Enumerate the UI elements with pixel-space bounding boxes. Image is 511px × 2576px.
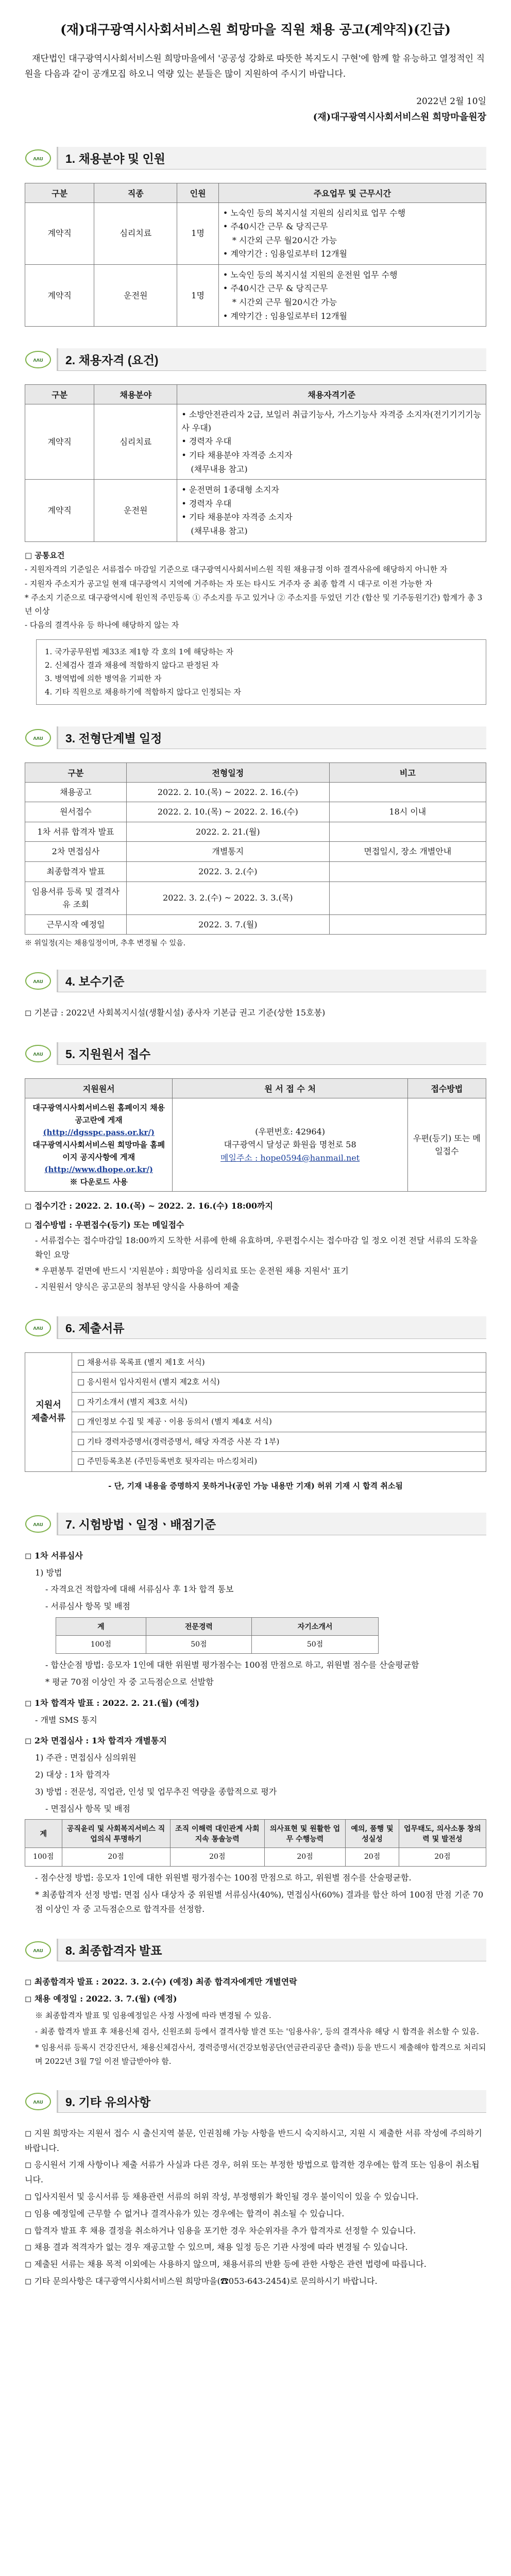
table-row [25, 782, 486, 802]
col-job: 직종 [94, 183, 177, 202]
col-date: 전형일정 [126, 762, 329, 782]
logo-icon [25, 2092, 52, 2111]
cell-req [177, 404, 486, 480]
common-head: □ 공통요건 [25, 550, 65, 560]
section-2-header [25, 348, 486, 371]
form-source-line: 대구광역시사회서비스원 홈페이지 채용공고란에 게재 [32, 1103, 165, 1125]
table-row [25, 202, 486, 264]
section-3-title: 3. 전형단계별 일정 [57, 726, 486, 749]
cell-date: 2022. 3. 7.(월) [126, 914, 329, 935]
cell-req [177, 480, 486, 541]
logo-icon [25, 148, 52, 168]
cell-note [329, 914, 486, 935]
section-6-title: 6. 제출서류 [57, 1316, 486, 1339]
table-row [25, 1452, 486, 1472]
score-header: 계 [56, 1617, 146, 1635]
section-5-title: 5. 지원원서 접수 [57, 1042, 486, 1065]
cell-step: 최종합격자 발표 [25, 861, 127, 882]
section-7-title: 7. 시험방법ㆍ일정ㆍ배점기준 [57, 1513, 486, 1535]
cell-step: 채용공고 [25, 782, 127, 802]
final-line: ◻ 최종합격자 발표 : 2022. 3. 2.(수) (예정) 최종 합격자에게만 개별연락 [25, 1977, 297, 1987]
final-line: ※ 최종합격자 발표 및 임용예정일은 사정 사정에 따라 변경될 수 있음. [35, 2010, 271, 2020]
col-req: 채용자격기준 [177, 385, 486, 404]
exam-line: 3) 방법 : 전문성, 직업관, 인성 및 업무추진 역량을 종합적으로 평가 [35, 1786, 277, 1797]
salary-text: ◻ 기본급 : 2022년 사회복지시설(생활시설) 종사자 기본급 권고 기준(상한 15호봉) [25, 1008, 326, 1018]
cell-job: 운전원 [94, 480, 177, 541]
section-9-title: 9. 기타 유의사항 [57, 2090, 486, 2113]
exam-line: - 합산순점 방법: 응모자 1인에 대한 위원별 평가점수는 100점 만점으로 하고, 위원별 점수를 산술평균함 [45, 1660, 419, 1670]
table-row [25, 1392, 486, 1412]
table-row [25, 1352, 486, 1372]
duty-line: • 주40시간 근무 & 당직근무 [223, 222, 328, 232]
logo-icon [25, 728, 52, 748]
cell-count: 1명 [177, 264, 219, 326]
table-row [25, 1848, 486, 1866]
exam-line: - 서류심사 항목 및 배점 [45, 1601, 130, 1612]
svg-text:ʌʌʊ: ʌʌʊ [33, 1051, 43, 1058]
schedule-table [25, 762, 486, 935]
duty-line: • 노숙인 등의 복지시설 지원의 심리치료 업무 수행 [223, 208, 406, 218]
table-row [25, 861, 486, 882]
box-line: 1. 국가공무원법 제33조 제1항 각 호의 1에 해당하는 자 [45, 647, 233, 656]
cell-date: 2022. 2. 21.(월) [126, 822, 329, 842]
application-table [25, 1078, 486, 1192]
cell-note [329, 822, 486, 842]
document-item: □ 개인정보 수집 및 제공ㆍ이용 동의서 (별지 제4호 서식) [72, 1412, 486, 1432]
col-count: 인원 [177, 183, 219, 202]
exam-heading: ◻ 1차 합격자 발표 : 2022. 2. 21.(월) (예정) [25, 1698, 199, 1708]
cell-step: 1차 서류 합격자 발표 [25, 822, 127, 842]
table-row [25, 882, 486, 914]
disqualification-box [36, 639, 486, 705]
duty-line: • 계약기간 : 임용일로부터 12개월 [223, 311, 347, 321]
cell-date: 2022. 3. 2.(수) ~ 2022. 3. 3.(목) [126, 882, 329, 914]
final-line: ◻ 채용 예정일 : 2022. 3. 7.(월) (예정) [25, 1994, 177, 2004]
svg-text:ʌʌʊ: ʌʌʊ [33, 978, 43, 985]
cell-date: 2022. 2. 10.(목) ~ 2022. 2. 16.(수) [126, 782, 329, 802]
cell-step: 2차 면접심사 [25, 842, 127, 862]
note-line: ◻ 접수기간 : 2022. 2. 10.(목) ~ 2022. 2. 16.(수) 18:00까지 [25, 1201, 273, 1211]
svg-text:ʌʌʊ: ʌʌʊ [33, 735, 43, 741]
logo-icon [25, 1940, 52, 1960]
note-line: - 지원원서 양식은 공고문의 첨부된 양식을 사용하여 제출 [35, 1281, 240, 1292]
section-7-header [25, 1513, 486, 1535]
section-8-header [25, 1939, 486, 1961]
table-row [25, 1412, 486, 1432]
document-item: □ 자기소개서 (별지 제3호 서식) [72, 1392, 486, 1412]
exam-line: * 평균 70점 이상인 자 중 고득점순으로 선발함 [45, 1677, 214, 1687]
score-header: 조직 이해력 대인관계 사회지속 통솔능력 [170, 1820, 264, 1848]
exam-line: - 면접심사 항목 및 배점 [45, 1803, 130, 1814]
score-header: 의사표현 및 원활한 업무 수행능력 [265, 1820, 346, 1848]
section-2-title: 2. 채용자격 (요건) [57, 348, 486, 371]
other-line: ◻ 기타 문의사항은 대구광역시사회서비스원 희망마을(☎053-643-2454)로 문의하시기 바랍니다. [25, 2276, 378, 2286]
final-line: * 임용서류 등록시 건강진단서, 채용신체검사서, 경력증명서(건강보험공단(연금관리공단 출력)) 등을 반드시 제출해야 합격으로 처리되며 2022년 3월 7일 이전 발급받아야 함. [35, 2042, 486, 2066]
other-line: ◻ 응시원서 기재 사항이나 제출 서류가 사실과 다른 경우, 허위 또는 부정한 방법으로 합격한 경우에는 합격 또는 임용이 취소됩니다. [25, 2160, 480, 2185]
final-announcement [25, 1975, 486, 2069]
section-1-title: 1. 채용분야 및 인원 [57, 147, 486, 170]
req-line: • 경력자 우대 [181, 498, 232, 509]
cell-note [329, 861, 486, 882]
other-line: ◻ 임용 예정일에 근무할 수 없거나 결격사유가 있는 경우에는 합격이 취소될 수 있습니다. [25, 2208, 345, 2218]
table-row [25, 1432, 486, 1452]
score-cell: 50점 [251, 1635, 378, 1653]
documents-table [25, 1352, 486, 1472]
exam-line: - 점수산정 방법: 응모자 1인에 대한 위원별 평가점수는 100점 만점으로 하고, 위원별 점수를 산술평균함. [35, 1872, 412, 1883]
req-line: • 기타 채용분야 자격증 소지자 [181, 512, 293, 522]
cell-step: 근무시작 예정일 [25, 914, 127, 935]
final-line: - 최종 합격자 발표 후 채용신체 검사, 신원조회 등에서 결격사항 발견 또는 '임용사유', 등의 결격사유 해당 시 합격을 취소할 수 있음. [35, 2026, 479, 2036]
section-1-header [25, 147, 486, 170]
cell-count: 1명 [177, 202, 219, 264]
duty-line: * 시간외 근무 월20시간 가능 [232, 297, 337, 308]
col-duty: 주요업무 및 근무시간 [218, 183, 486, 202]
cell-duties [218, 264, 486, 326]
cell-note: 18시 이내 [329, 802, 486, 822]
cell-type: 계약직 [25, 264, 94, 326]
table-row [25, 802, 486, 822]
documents-warning: - 단, 기재 내용을 증명하지 못하거나(공인 가능 내용만 기재) 허위 기재 시 합격 취소됨 [108, 1481, 403, 1490]
col-type: 구분 [25, 183, 94, 202]
cell-address [173, 1098, 407, 1192]
cell-note [329, 882, 486, 914]
other-line: ◻ 지원 희망자는 지원서 접수 시 출신지역 불문, 인권침해 가능 사항을 반드시 숙지하시고, 지원 시 제출한 서류 작성에 주의하기 바랍니다. [25, 2128, 482, 2153]
table-row [25, 1098, 486, 1192]
cell-date: 개별통지 [126, 842, 329, 862]
email-link[interactable]: 메일주소 : hope0594@hanmail.net [220, 1153, 360, 1163]
cell-type: 계약직 [25, 202, 94, 264]
svg-text:ʌʌʊ: ʌʌʊ [33, 155, 43, 162]
col-job: 채용분야 [94, 385, 177, 404]
score-header: 자기소개서 [251, 1617, 378, 1635]
exam-heading: ◻ 2차 면접심사 : 1차 합격자 개별통지 [25, 1736, 167, 1746]
form-source-line: 대구광역시사회서비스원 희망마을 홈페이지 공지사항에 게재 [32, 1140, 165, 1162]
svg-text:ʌʌʊ: ʌʌʊ [33, 2098, 43, 2105]
req-line: • 운전면허 1종대형 소지자 [181, 485, 279, 495]
col-form: 지원원서 [25, 1079, 173, 1098]
note-line: - 서류접수는 접수마감일 18:00까지 도착한 서류에 한해 유효하며, 우편접수시는 접수마감 일 정오 이전 전달 서류의 도착을 확인 요망 [35, 1235, 478, 1260]
col-note: 비고 [329, 762, 486, 782]
cell-type: 계약직 [25, 480, 94, 541]
address-line: 대구광역시 달성군 화원읍 명천로 58 [224, 1140, 356, 1150]
score-header: 업무태도, 의사소통 창의력 및 발전성 [399, 1820, 486, 1848]
svg-text:ʌʌʊ: ʌʌʊ [33, 1521, 43, 1528]
score-cell: 20점 [62, 1848, 170, 1866]
cell-job: 운전원 [94, 264, 177, 326]
cell-note [329, 782, 486, 802]
col-step: 구분 [25, 762, 127, 782]
cell-date: 2022. 2. 10.(목) ~ 2022. 2. 16.(수) [126, 802, 329, 822]
postal-code: (우편번호: 42964) [255, 1126, 325, 1137]
score-cell: 20점 [170, 1848, 264, 1866]
col-type: 구분 [25, 385, 94, 404]
score-header: 계 [25, 1820, 62, 1848]
common-line: - 다음의 결격사유 등 하나에 해당하지 않는 자 [25, 620, 179, 630]
section-3-header [25, 726, 486, 749]
cell-form-source [25, 1098, 173, 1192]
document-item: □ 채용서류 목록표 (별지 제1호 서식) [72, 1352, 486, 1372]
recruit-table [25, 183, 486, 327]
table-row [25, 404, 486, 480]
req-line: (채무내용 참고) [191, 526, 248, 536]
table-row [25, 822, 486, 842]
section-4-header [25, 970, 486, 992]
other-line: ◻ 합격자 발표 후 채용 결정을 취소하거나 임용을 포기한 경우 차순위자를 추가 합격자로 선정할 수 있습니다. [25, 2225, 416, 2235]
score-cell: 20점 [399, 1848, 486, 1866]
table-row [25, 842, 486, 862]
svg-text:ʌʌʊ: ʌʌʊ [33, 1325, 43, 1331]
document-score-table [56, 1617, 379, 1654]
logo-icon [25, 971, 52, 991]
cell-date: 2022. 3. 2.(수) [126, 861, 329, 882]
cell-duties [218, 202, 486, 264]
exam-line: 1) 주관 : 면접심사 심의위원 [35, 1753, 137, 1763]
score-header: 전문경력 [146, 1617, 251, 1635]
form-source-line: ※ 다운로드 사용 [70, 1177, 128, 1187]
application-notes [25, 1199, 486, 1295]
req-line: (채무내용 참고) [191, 464, 248, 474]
exam-line: 1) 방법 [35, 1567, 62, 1578]
common-line: * 주소지 기준으로 대구광역시에 원인적 주민등록 ① 주소지를 두고 있거나 ② 주소지를 두었던 기간 (합산 및 기주동원기간) 합계가 총 3년 이상 [25, 593, 483, 616]
note-line: * 우편봉투 겉면에 반드시 '지원분야 : 희망마을 심리치료 또는 운전원 채용 지원서' 표기 [35, 1266, 349, 1276]
section-5-header [25, 1042, 486, 1065]
document-item: □ 기타 경력자증명서(경력증명서, 해당 자격증 사본 각 1부) [72, 1432, 486, 1452]
notice-date: 2022년 2월 10일 [416, 96, 486, 107]
table-row [25, 914, 486, 935]
table-row [25, 1372, 486, 1393]
logo-icon [25, 1318, 52, 1337]
score-cell: 100점 [56, 1635, 146, 1653]
schedule-note: ※ 위일정(지는 채용일정이며, 추후 변경될 수 있음. [25, 939, 186, 948]
section-6-header [25, 1316, 486, 1339]
intro-paragraph: 재단법인 대구광역시사회서비스원 희망마을에서 '공공성 강화로 따뜻한 복지도시 구현'에 함께 할 유능하고 열정적인 직원을 다음과 같이 공개모집 하오니 역량 있는 분들은 많이 지원하여 주시기 바랍니다. [25, 54, 485, 79]
logo-icon [25, 1514, 52, 1534]
req-line: • 소방안전관리자 2급, 보일러 취급기능사, 가스기능사 자격증 소지자(전기기기기능사 우대) [181, 410, 482, 433]
cell-step: 임용서류 등록 및 결격사유 조회 [25, 882, 127, 914]
score-header: 공직윤리 및 사회복지서비스 직업의식 투명하기 [62, 1820, 170, 1848]
req-line: • 기타 채용분야 자격증 소지자 [181, 450, 293, 461]
svg-text:ʌʌʊ: ʌʌʊ [33, 1947, 43, 1954]
other-line: ◻ 제출된 서류는 채용 목적 이외에는 사용하지 않으며, 채용서류의 반환 등에 관한 사항은 관련 법령에 따릅니다. [25, 2259, 427, 2269]
dhope-link[interactable]: (http://www.dhope.or.kr/) [44, 1165, 153, 1175]
exam-line: 2) 대상 : 1차 합격자 [35, 1770, 110, 1780]
issuing-organization: (재)대구광역시사회서비스원 희망마을원장 [313, 111, 486, 123]
common-line: - 지원자격의 기준일은 서류접수 마감일 기준으로 대구광역시사회서비스원 직원 채용규정 이하 결격사유에 해당하지 아니한 자 [25, 565, 448, 574]
other-line: ◻ 채용 결과 적격자가 없는 경우 재공고할 수 있으며, 채용 일정 등은 기관 사정에 따라 변경될 수 있습니다. [25, 2242, 408, 2252]
exam-heading: ◻ 1차 서류심사 [25, 1550, 83, 1561]
exam-line: - 개별 SMS 통지 [35, 1715, 97, 1725]
score-cell: 20점 [265, 1848, 346, 1866]
interview-score-table [25, 1819, 486, 1866]
cell-method: 우편(등기) 또는 메일접수 [407, 1098, 486, 1192]
cell-note: 면접일시, 장소 개별안내 [329, 842, 486, 862]
score-cell: 100점 [25, 1848, 62, 1866]
common-line: - 지원자 주소지가 공고일 현재 대구광역시 지역에 거주하는 자 또는 타시도 거주자 중 최종 합격 시 대구로 이전 가능한 자 [25, 579, 433, 588]
exam-line: * 최종합격자 선정 방법: 면접 심사 대상자 중 위원별 서류심사(40%), 면접심사(60%) 결과를 합산 하여 100점 만점 기준 70점 이상인 자 중 고득점순으로 합격자를 선정함. [35, 1889, 484, 1914]
logo-icon [25, 1044, 52, 1063]
svg-text:ʌʌʊ: ʌʌʊ [33, 357, 43, 364]
exam-line: - 자격요건 적합자에 대해 서류심사 후 1차 합격 통보 [45, 1584, 234, 1595]
other-line: ◻ 입사지원서 및 응시서류 등 채용관련 서류의 허위 작성, 부정행위가 확인될 경우 불이익이 있을 수 있습니다. [25, 2192, 419, 2202]
logo-icon [25, 350, 52, 369]
dgsspc-link[interactable]: (http://dgsspc.pass.or.kr/) [43, 1128, 155, 1138]
section-4-title: 4. 보수기준 [57, 970, 486, 992]
score-cell: 20점 [346, 1848, 399, 1866]
table-row [25, 264, 486, 326]
other-notes [25, 2126, 486, 2289]
section-8-title: 8. 최종합격자 발표 [57, 1939, 486, 1961]
box-line: 4. 기타 직원으로 채용하기에 적합하지 않다고 인정되는 자 [45, 687, 241, 697]
qualification-table [25, 384, 486, 541]
req-line: • 경력자 우대 [181, 436, 232, 447]
section-9-header [25, 2090, 486, 2113]
col-address: 원 서 접 수 처 [173, 1079, 407, 1098]
duty-line: • 주40시간 근무 & 당직근무 [223, 283, 328, 294]
common-requirements [25, 549, 486, 632]
box-line: 2. 신체검사 결과 채용에 적합하지 않다고 판정된 자 [45, 660, 219, 670]
notice-title: (재)대구광역시사회서비스원 희망마을 직원 채용 공고(계약직)(긴급) [60, 22, 451, 37]
table-row [56, 1635, 379, 1653]
exam-section [25, 1549, 486, 1918]
cell-step: 원서접수 [25, 802, 127, 822]
box-line: 3. 병역법에 의한 병역을 기피한 자 [45, 674, 162, 684]
score-header: 예의, 품행 및 성실성 [346, 1820, 399, 1848]
cell-job: 심리치료 [94, 202, 177, 264]
col-method: 접수방법 [407, 1079, 486, 1098]
duty-line: * 시간외 근무 월20시간 가능 [232, 235, 337, 245]
documents-label: 지원서 제출서류 [25, 1352, 72, 1471]
cell-type: 계약직 [25, 404, 94, 480]
score-cell: 50점 [146, 1635, 251, 1653]
duty-line: • 계약기간 : 임용일로부터 12개월 [223, 249, 347, 259]
document-item: □ 주민등록초본 (주민등록번호 뒷자리는 마스킹처리) [72, 1452, 486, 1472]
document-item: □ 응시원서 입사지원서 (별지 제2호 서식) [72, 1372, 486, 1393]
duty-line: • 노숙인 등의 복지시설 지원의 운전원 업무 수행 [223, 269, 398, 280]
table-row [25, 480, 486, 541]
cell-job: 심리치료 [94, 404, 177, 480]
note-line: ◻ 접수방법 : 우편접수(등기) 또는 메일접수 [25, 1220, 184, 1230]
